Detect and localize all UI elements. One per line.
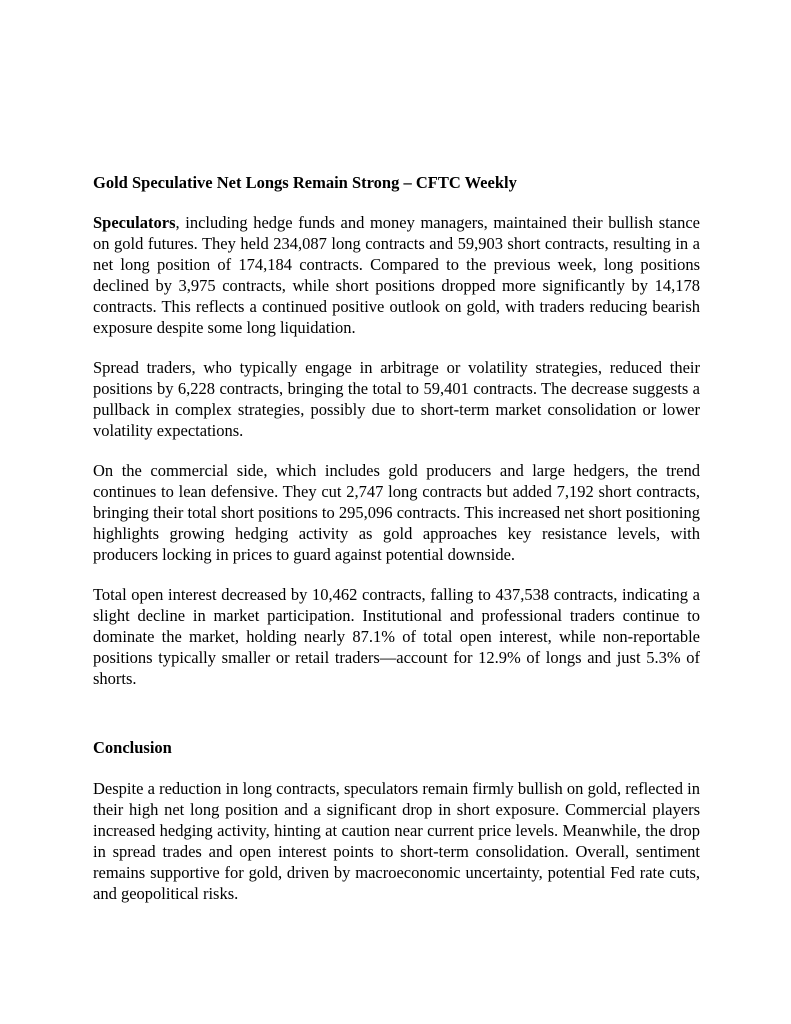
document-page (93, 171, 700, 904)
conclusion-heading: Conclusion (93, 738, 172, 757)
spread-traders-paragraph: Spread traders, who typically engage in arbitrage or volatility strategies, reduced their positions by 6,228 contracts, bringing the total to 59,401 contracts. The decrease suggests a pullback in complex strategies, possibly due to short-term market consolidation or lower volatility expectations. (93, 358, 700, 440)
speculators-paragraph (93, 212, 700, 338)
open-interest-paragraph: Total open interest decreased by 10,462 contracts, falling to 437,538 contracts, indicating a slight decline in market participation. Institutional and professional traders continue to dominate the market, holding nearly 87.1% of total open interest, while non-reportable positions typically smaller or retail traders—account for 12.9% of longs and just 5.3% of shorts. (93, 585, 700, 688)
speculators-lead: Speculators (93, 213, 176, 232)
document-title: Gold Speculative Net Longs Remain Strong – CFTC Weekly (93, 173, 517, 192)
conclusion-paragraph: Despite a reduction in long contracts, speculators remain firmly bullish on gold, reflected in their high net long position and a significant drop in short exposure. Commercial players increased hedging activity, hinting at caution near current price levels. Meanwhile, the drop in spread trades and open interest points to short-term consolidation. Overall, sentiment remains supportive for gold, driven by macroeconomic uncertainty, potential Fed rate cuts, and geopolitical risks. (93, 779, 700, 903)
commercial-paragraph: On the commercial side, which includes gold producers and large hedgers, the trend continues to lean defensive. They cut 2,747 long contracts but added 7,192 short contracts, bringing their total short positions to 295,096 contracts. This increased net short positioning highlights growing hedging activity as gold approaches key resistance levels, with producers locking in prices to guard against potential downside. (93, 461, 700, 564)
speculators-text: , including hedge funds and money managers, maintained their bullish stance on gold futures. They held 234,087 long contracts and 59,903 short contracts, resulting in a net long position of 174,184 contracts. Compared to the previous week, long positions declined by 3,975 contracts, while short positions dropped more significantly by 14,178 contracts. This reflects a continued positive outlook on gold, with traders reducing bearish exposure despite some long liquidation. (93, 213, 700, 337)
